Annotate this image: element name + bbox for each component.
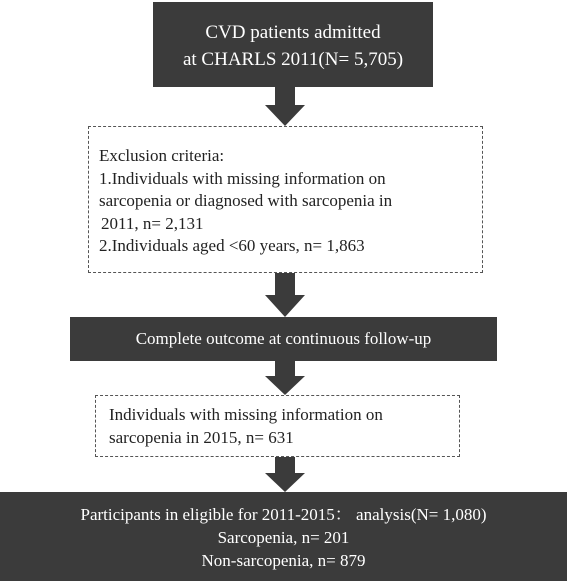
missing-line-2: sarcopenia in 2015, n= 631 [109, 428, 294, 447]
cohort-box [153, 2, 433, 87]
cohort-line-1: CVD patients admitted [205, 22, 381, 43]
final-participants-box [0, 492, 567, 581]
missing-info-box [95, 395, 460, 457]
cohort-line-2: at CHARLS 2011(N= 5,705) [182, 49, 404, 70]
follow-up-box [70, 317, 497, 361]
final-line-2: Sarcopenia, n= 201 [217, 528, 350, 547]
exclusion-item-1-line-2: sarcopenia or diagnosed with sarcopenia in [99, 191, 393, 210]
final-line-3: Non-sarcopenia, n= 879 [201, 551, 366, 570]
exclusion-criteria-box [88, 126, 483, 273]
missing-line-1: Individuals with missing information on [109, 405, 383, 424]
follow-up-label: Complete outcome at continuous follow-up [135, 329, 432, 348]
exclusion-title: Exclusion criteria: [99, 146, 225, 165]
exclusion-item-1-line-1: 1.Individuals with missing information on [99, 168, 386, 188]
final-line-1: Participants in eligible for 2011-2015： analysis(N= 1,080) [80, 505, 487, 524]
exclusion-item-2: 2.Individuals aged <60 years, n= 1,863 [99, 236, 365, 255]
exclusion-item-1-line-3: 2011, n= 2,131 [101, 213, 204, 233]
